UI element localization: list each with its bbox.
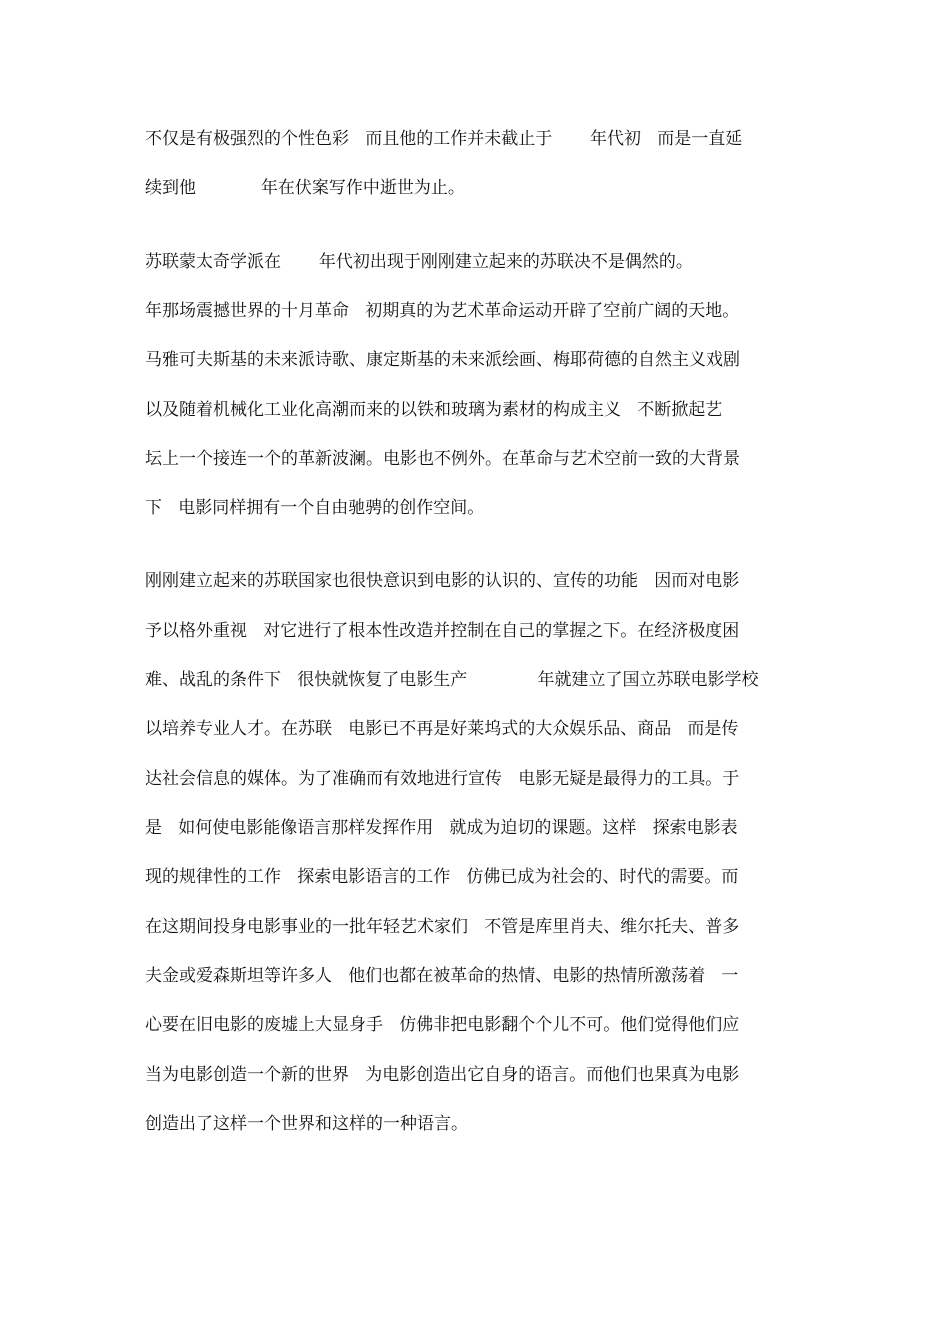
text-line: 下 电影同样拥有一个自由驰骋的创作空间。 bbox=[145, 498, 485, 518]
text-line: 现的规律性的工作 探索电影语言的工作 仿佛已成为社会的、时代的需要。而 bbox=[145, 867, 739, 887]
text-line: 坛上一个接连一个的革新波澜。电影也不例外。在革命与艺术空前一致的大背景 bbox=[145, 449, 740, 469]
text-line: 是 如何使电影能像语言那样发挥作用 就成为迫切的课题。这样 探索电影表 bbox=[145, 818, 738, 838]
text-line: 创造出了这样一个世界和这样的一种语言。 bbox=[145, 1114, 468, 1134]
text-line: 苏联蒙太奇学派在 年代初出现于刚刚建立起来的苏联决不是偶然的。 bbox=[145, 252, 693, 272]
text-line: 在这期间投身电影事业的一批年轻艺术家们 不管是库里肖夫、维尔托夫、普多 bbox=[145, 917, 740, 937]
text-line: 达社会信息的媒体。为了准确而有效地进行宣传 电影无疑是最得力的工具。于 bbox=[145, 769, 740, 789]
text-line: 以及随着机械化工业化高潮而来的以铁和玻璃为素材的构成主义 不断掀起艺 bbox=[145, 400, 723, 420]
text-line: 予以格外重视 对它进行了根本性改造并控制在自己的掌握之下。在经济极度困 bbox=[145, 621, 740, 641]
text-line: 年那场震撼世界的十月革命 初期真的为艺术革命运动开辟了空前广阔的天地。 bbox=[145, 301, 740, 321]
text-line: 当为电影创造一个新的世界 为电影创造出它自身的语言。而他们也果真为电影 bbox=[145, 1065, 740, 1085]
text-line: 马雅可夫斯基的未来派诗歌、康定斯基的未来派绘画、梅耶荷德的自然主义戏剧 bbox=[145, 350, 740, 370]
text-line: 心要在旧电影的废墟上大显身手 仿佛非把电影翻个个儿不可。他们觉得他们应 bbox=[145, 1015, 740, 1035]
text-line: 刚刚建立起来的苏联国家也很快意识到电影的认识的、宣传的功能 因而对电影 bbox=[145, 571, 740, 591]
text-line: 夫金或爱森斯坦等许多人 他们也都在被革命的热情、电影的热情所激荡着 一 bbox=[145, 966, 739, 986]
text-line: 难、战乱的条件下 很快就恢复了电影生产 年就建立了国立苏联电影学校 bbox=[145, 670, 759, 690]
text-line: 以培养专业人才。在苏联 电影已不再是好莱坞式的大众娱乐品、商品 而是传 bbox=[145, 719, 739, 739]
text-line: 续到他 年在伏案写作中逝世为止。 bbox=[145, 178, 465, 198]
text-line: 不仅是有极强烈的个性色彩 而且他的工作并未截止于 年代初 而是一直延 bbox=[145, 129, 743, 149]
